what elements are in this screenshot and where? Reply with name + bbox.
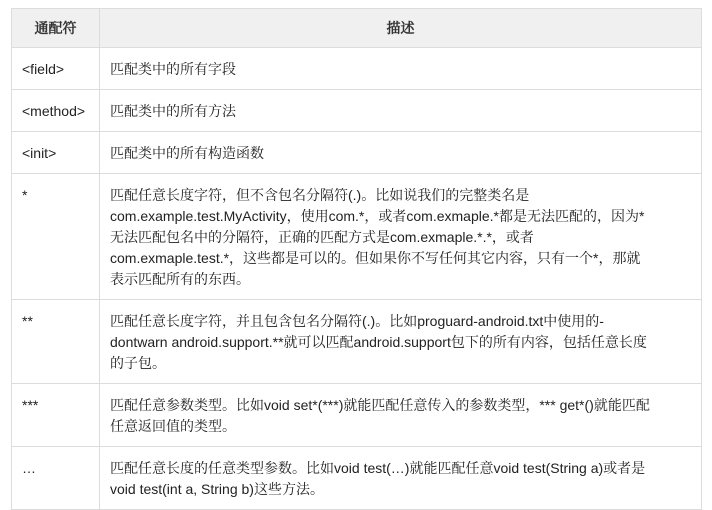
table-row	[12, 447, 702, 510]
description-line: 匹配类中的所有构造函数	[110, 145, 264, 161]
description-line: 任意返回值的类型。	[110, 418, 236, 434]
header-wildcard: 通配符	[12, 9, 100, 48]
description-line: 匹配类中的所有方法	[110, 103, 236, 119]
wildcard-cell: <init>	[12, 132, 100, 174]
description-cell	[100, 384, 702, 447]
description-line: com.exmaple.test.*，这些都是可以的。但如果你不写任何其它内容，只有一个*，那就	[110, 250, 641, 266]
wildcard-table	[11, 8, 702, 510]
description-cell	[100, 300, 702, 384]
wildcard-cell: ***	[12, 384, 100, 447]
wildcard-cell: **	[12, 300, 100, 384]
description-line: 的子包。	[110, 355, 166, 371]
description-cell	[100, 132, 702, 174]
description-line: 匹配任意长度字符，但不含包名分隔符(.)。比如说我们的完整类名是	[110, 187, 530, 203]
header-description: 描述	[100, 9, 702, 48]
description-line: void test(int a, String b)这些方法。	[110, 481, 324, 497]
description-line: 无法匹配包名中的分隔符，正确的匹配方式是com.exmaple.*.*，或者	[110, 229, 534, 245]
table-row	[12, 174, 702, 300]
table-row	[12, 132, 702, 174]
description-line: 匹配任意长度的任意类型参数。比如void test(…)就能匹配任意void test(String a)或者是	[110, 460, 646, 476]
description-line: 匹配任意长度字符，并且包含包名分隔符(.)。比如proguard-android.txt中使用的-	[110, 313, 604, 329]
wildcard-cell: *	[12, 174, 100, 300]
description-line: dontwarn android.support.**就可以匹配android.support包下的所有内容，包括任意长度	[110, 334, 647, 350]
description-cell	[100, 48, 702, 90]
description-line: com.example.test.MyActivity，使用com.*，或者com.exmaple.*都是无法匹配的，因为*	[110, 208, 645, 224]
wildcard-cell: <method>	[12, 90, 100, 132]
description-cell	[100, 174, 702, 300]
table-row	[12, 48, 702, 90]
table-header-row	[12, 9, 702, 48]
description-cell	[100, 90, 702, 132]
description-line: 表示匹配所有的东西。	[110, 271, 250, 287]
wildcard-cell: …	[12, 447, 100, 510]
table-row	[12, 90, 702, 132]
table-row	[12, 300, 702, 384]
wildcard-cell: <field>	[12, 48, 100, 90]
description-line: 匹配任意参数类型。比如void set*(***)就能匹配任意传入的参数类型，*** get*()就能匹配	[110, 397, 650, 413]
table-row	[12, 384, 702, 447]
description-line: 匹配类中的所有字段	[110, 61, 236, 77]
description-cell	[100, 447, 702, 510]
